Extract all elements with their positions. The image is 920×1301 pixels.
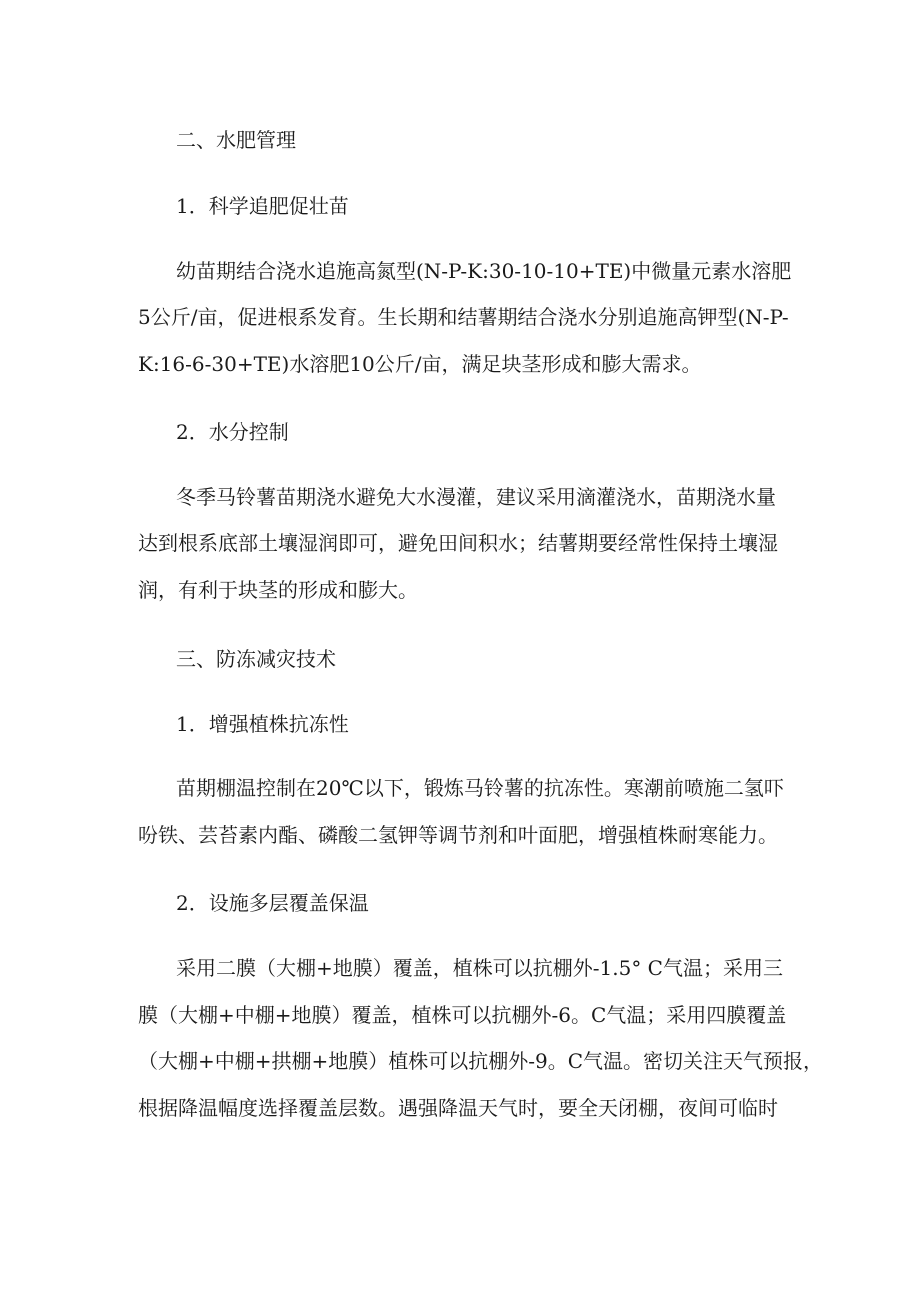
paragraph-line: 采用二膜（大棚+地膜）覆盖，植株可以抗棚外-1.5° C气温；采用三	[176, 956, 783, 980]
paragraph-line: K:16-6-30+TE)水溶肥10公斤/亩，满足块茎形成和膨大需求。	[138, 352, 702, 376]
subsection-title: 1．增强植株抗冻性	[176, 712, 349, 736]
paragraph-line: 吩铁、芸苔素内酯、磷酸二氢钾等调节剂和叶面肥，增强植株耐寒能力。	[138, 823, 778, 847]
paragraph-line: 达到根系底部土壤湿润即可，避免田间积水；结薯期要经常性保持土壤湿	[138, 531, 778, 555]
paragraph-line: 苗期棚温控制在20℃以下，锻炼马铃薯的抗冻性。寒潮前喷施二氢吓	[176, 776, 784, 800]
subsection-title: 1．科学追肥促壮苗	[176, 194, 349, 218]
paragraph-line: （大棚+中棚+拱棚+地膜）植株可以抗棚外-9。C气温。密切关注天气预报，	[138, 1049, 824, 1073]
paragraph-line: 5公斤/亩，促进根系发育。生长期和结薯期结合浇水分别追施高钾型(N-P-	[138, 305, 789, 329]
section-heading: 三、防冻减灾技术	[176, 647, 336, 671]
subsection-title: 2．设施多层覆盖保温	[176, 891, 369, 915]
paragraph-line: 幼苗期结合浇水追施高氮型(N-P-K:30-10-10+TE)中微量元素水溶肥	[176, 259, 792, 283]
subsection-title: 2．水分控制	[176, 420, 289, 444]
paragraph-line: 润，有利于块茎的形成和膨大。	[138, 578, 418, 602]
paragraph-line: 根据降温幅度选择覆盖层数。遇强降温天气时，要全天闭棚，夜间可临时	[138, 1096, 778, 1120]
paragraph-line: 膜（大棚+中棚+地膜）覆盖，植株可以抗棚外-6。C气温；采用四膜覆盖	[138, 1003, 787, 1027]
section-heading: 二、水肥管理	[176, 128, 296, 152]
paragraph-line: 冬季马铃薯苗期浇水避免大水漫灌，建议采用滴灌浇水，苗期浇水量	[176, 485, 776, 509]
